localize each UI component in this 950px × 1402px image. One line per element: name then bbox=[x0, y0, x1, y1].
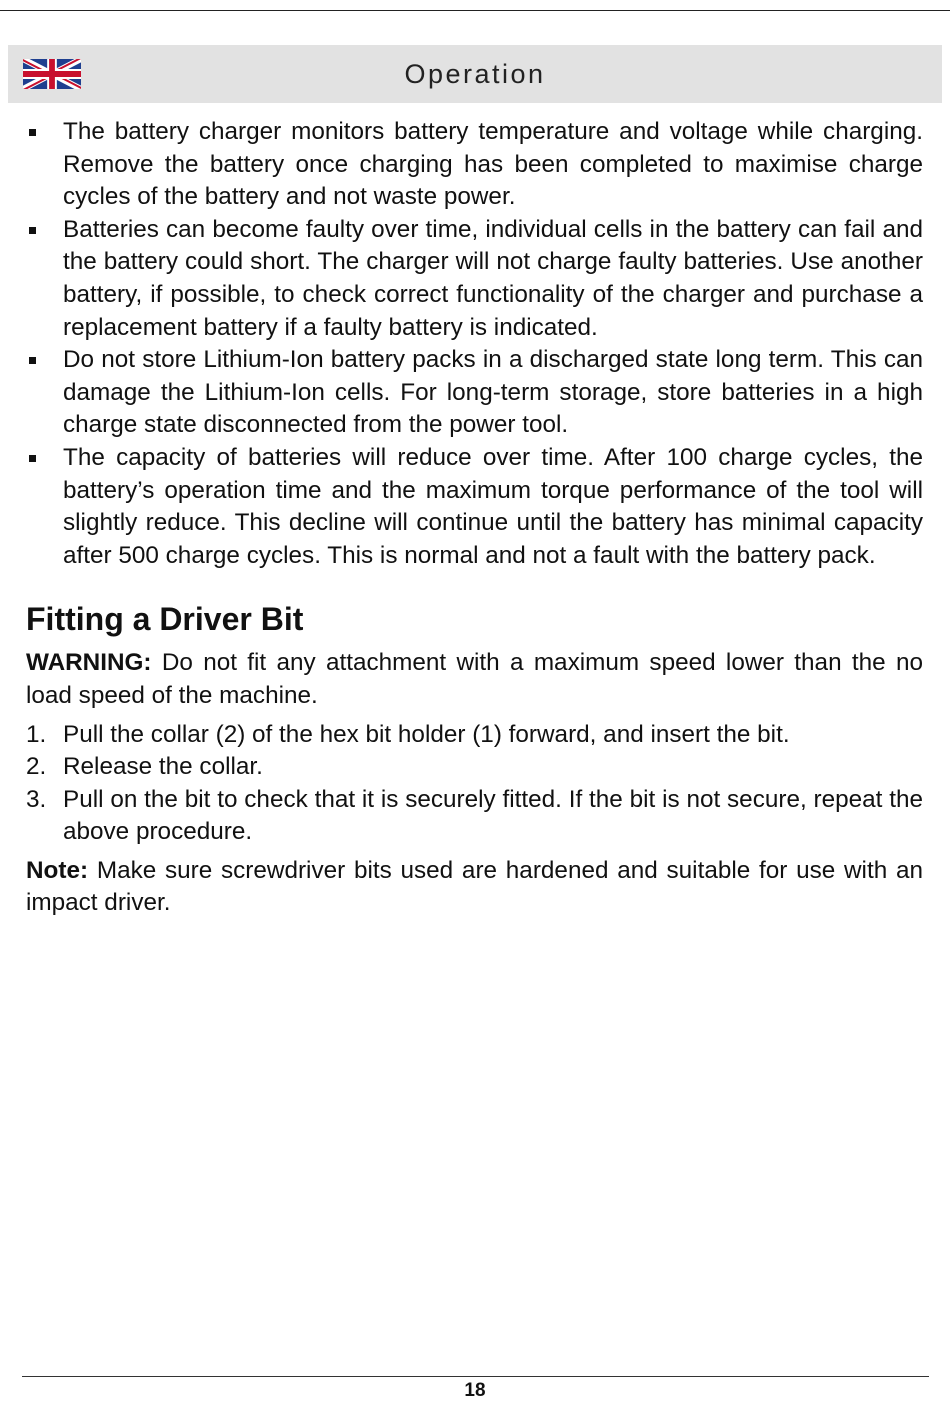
step-number: 2. bbox=[26, 753, 47, 781]
bullet-marker-icon bbox=[29, 129, 36, 136]
bullet-marker-icon bbox=[29, 455, 36, 462]
warning-paragraph bbox=[26, 647, 923, 712]
page-number: 18 bbox=[464, 1380, 486, 1401]
bullet-text: The battery charger monitors battery temperature and voltage while charging. Remove the battery once charging has been completed to maximise charge cycles of the battery and not waste power. bbox=[63, 118, 923, 211]
bullet-text: The capacity of batteries will reduce over time. After 100 charge cycles, the battery’s operation time and the maximum torque performance of the tool will slightly reduce. This decline will continue until the battery has minimal capacity after 500 charge cycles. This is normal and not a fault with the battery pack. bbox=[63, 443, 923, 569]
header-title: Operation bbox=[404, 59, 546, 89]
step-item bbox=[26, 751, 923, 784]
bullet-item bbox=[26, 214, 923, 344]
step-number: 1. bbox=[26, 720, 47, 748]
bullet-text: Batteries can become faulty over time, individual cells in the battery can fail and the battery could short. The charger will not charge faulty batteries. Use another battery, if possible, to check correct functionality of the charger and purchase a replacement battery if a faulty battery is indicated. bbox=[63, 215, 923, 341]
bullet-item bbox=[26, 344, 923, 442]
warning-text: Do not fit any attachment with a maximum speed lower than the no load speed of the machine. bbox=[26, 649, 923, 709]
page-content bbox=[26, 116, 923, 920]
note-label: Note: bbox=[26, 856, 89, 884]
note-text: Make sure screwdriver bits used are hardened and suitable for use with an impact driver. bbox=[26, 856, 923, 917]
step-number: 3. bbox=[26, 785, 47, 813]
step-text: Release the collar. bbox=[63, 753, 263, 781]
top-rule bbox=[0, 10, 950, 11]
bullet-marker-icon bbox=[29, 357, 36, 364]
bullet-text: Do not store Lithium-Ion battery packs in a discharged state long term. This can damage the Lithium-Ion cells. For long-term storage, store batteries in a high charge state disconnected from the power tool. bbox=[63, 346, 923, 439]
bullet-item bbox=[26, 442, 923, 572]
step-text: Pull on the bit to check that it is securely fitted. If the bit is not secure, repeat the above procedure. bbox=[63, 785, 923, 846]
bullet-list bbox=[26, 116, 923, 572]
bullet-item bbox=[26, 116, 923, 214]
steps-list bbox=[26, 719, 923, 849]
bullet-marker-icon bbox=[29, 227, 36, 234]
step-item bbox=[26, 784, 923, 849]
step-text: Pull the collar (2) of the hex bit holder (1) forward, and insert the bit. bbox=[63, 720, 790, 748]
note-paragraph bbox=[26, 855, 923, 920]
warning-label: WARNING: bbox=[26, 649, 152, 677]
step-item bbox=[26, 719, 923, 752]
section-header bbox=[8, 45, 942, 103]
footer-rule bbox=[22, 1376, 929, 1377]
section-title: Fitting a Driver Bit bbox=[26, 601, 304, 638]
